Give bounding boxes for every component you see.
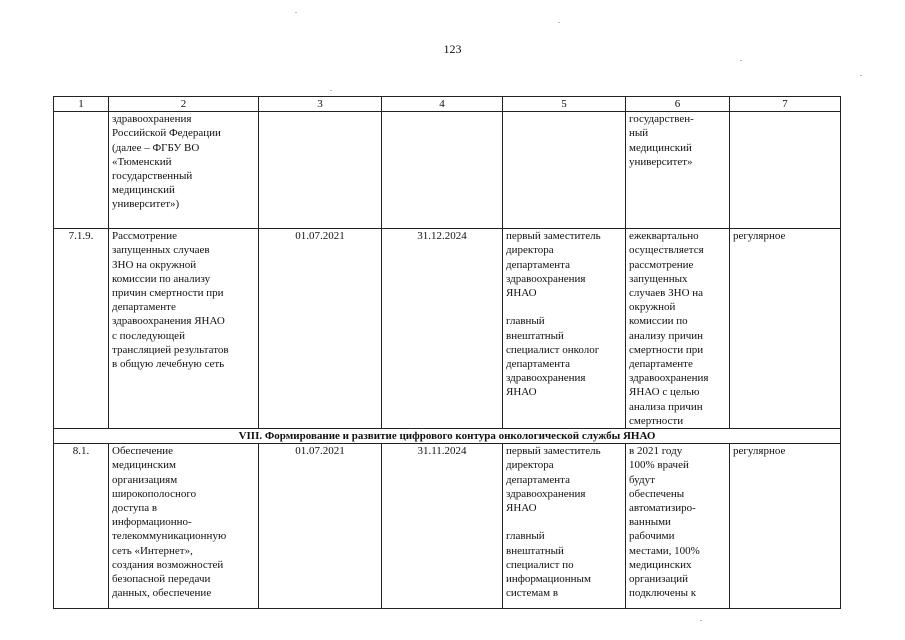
column-number-6: 6	[626, 97, 730, 112]
table-row-7-1-9	[54, 229, 841, 429]
column-number-3: 3	[259, 97, 382, 112]
cell-type: регулярное	[730, 444, 841, 609]
section-heading-row	[54, 429, 841, 444]
cell-name: Рассмотрение запущенных случаев ЗНО на окружной комиссии по анализу причин смертности при департаменте здравоохранения ЯНАО с последующей трансляцией результатов в общую лечебную сеть	[109, 229, 259, 429]
column-number-row	[54, 97, 841, 112]
scan-speck	[740, 60, 742, 61]
cell-name: здравоохранения Российской Федерации (далее – ФГБУ ВО «Тюменский государственный медицинский университет»)	[109, 112, 259, 229]
cell-responsible: первый заместитель директора департамента здравоохранения ЯНАО главный внештатный специалист онколог департамента здравоохранения ЯНАО	[503, 229, 626, 429]
cell-start	[259, 112, 382, 229]
cell-result: ежеквартально осуществляется рассмотрение запущенных случаев ЗНО на окружной комиссии по анализу причин смертности при департаменте здравоохранения ЯНАО с целью анализа причин смертности	[626, 229, 730, 429]
cell-type	[730, 112, 841, 229]
cell-end-date: 31.11.2024	[382, 444, 503, 609]
cell-num: 8.1.	[54, 444, 109, 609]
cell-start-date: 01.07.2021	[259, 444, 382, 609]
scan-speck	[700, 620, 702, 621]
column-number-2: 2	[109, 97, 259, 112]
column-number-5: 5	[503, 97, 626, 112]
cell-end	[382, 112, 503, 229]
table-row-continuation	[54, 112, 841, 229]
cell-name: Обеспечение медицинским организациям широкополосного доступа в информационно- телекоммуникационную сеть «Интернет», создания возможностей безопасной передачи данных, обеспечение	[109, 444, 259, 609]
section-heading: VIII. Формирование и развитие цифрового контура онкологической службы ЯНАО	[54, 429, 841, 444]
cell-num: 7.1.9.	[54, 229, 109, 429]
cell-start-date: 01.07.2021	[259, 229, 382, 429]
cell-type: регулярное	[730, 229, 841, 429]
column-number-7: 7	[730, 97, 841, 112]
cell-end-date: 31.12.2024	[382, 229, 503, 429]
scan-speck	[295, 12, 297, 13]
cell-responsible: первый заместитель директора департамента здравоохранения ЯНАО главный внештатный специалист по информационным системам в	[503, 444, 626, 609]
column-number-1: 1	[54, 97, 109, 112]
scan-speck	[558, 22, 560, 23]
scan-speck	[860, 75, 862, 76]
cell-result: государствен- ный медицинский университет»	[626, 112, 730, 229]
cell-result: в 2021 году 100% врачей будут обеспечены автоматизиро- ванными рабочими местами, 100% медицинских организаций подключены к	[626, 444, 730, 609]
scan-speck	[330, 90, 332, 91]
column-number-4: 4	[382, 97, 503, 112]
page-number: 123	[443, 42, 462, 56]
table-row-8-1	[54, 444, 841, 609]
plan-table	[53, 96, 841, 609]
cell-responsible	[503, 112, 626, 229]
cell-num	[54, 112, 109, 229]
